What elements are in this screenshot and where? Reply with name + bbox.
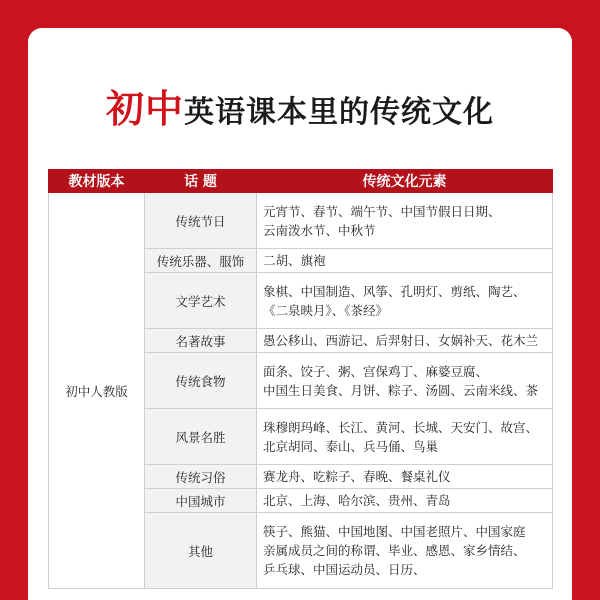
elements-cell [257,353,553,409]
elements-line: 赛龙舟、吃粽子、春晚、餐桌礼仪 [263,469,451,484]
elements-line: 象棋、中国制造、风筝、孔明灯、剪纸、陶艺、 [263,283,526,299]
elements-cell [257,465,553,489]
topic-cell: 其他 [145,513,257,589]
elements-line: 元宵节、春节、端午节、中国节假日日期、 [263,203,501,219]
table-row [49,193,553,249]
elements-line: 《二泉映月》、《茶经》 [263,302,389,318]
elements-line: 愚公移山、西游记、后羿射日、女娲补天、花木兰 [263,333,539,348]
elements-line: 亲属成员之间的称谓、毕业、感恩、家乡情结、 [263,543,526,558]
topic-cell: 文学艺术 [145,273,257,329]
content-card [28,28,572,600]
elements-cell [257,409,553,465]
topic-cell: 名著故事 [145,329,257,353]
elements-line: 珠穆朗玛峰、长江、黄河、长城、天安门、故宫、 [263,419,539,435]
page-title [28,78,572,133]
elements-line: 北京胡同、泰山、兵马俑、鸟巢 [263,438,439,454]
elements-cell [257,489,553,513]
header-elements: 传统文化元素 [257,170,553,193]
table-header-row [49,170,553,193]
edition-cell: 初中人教版 [49,193,145,589]
elements-line: 北京、上海、哈尔滨、贵州、青岛 [263,493,451,508]
elements-cell [257,329,553,353]
topic-cell: 中国城市 [145,489,257,513]
elements-cell [257,513,553,589]
topic-cell: 风景名胜 [145,409,257,465]
title-highlight: 初中 [105,87,184,131]
elements-line: 云南泼水节、中秋节 [263,222,376,238]
elements-cell [257,273,553,329]
header-topic: 话 题 [145,170,257,193]
elements-cell [257,193,553,249]
elements-line: 筷子、熊猫、中国地图、中国老照片、中国家庭 [263,524,526,539]
elements-line: 面条、饺子、粥、宫保鸡丁、麻婆豆腐、 [263,363,489,379]
title-rest: 英语课本里的传统文化 [184,95,494,130]
elements-line: 中国生日美食、月饼、粽子、汤圆、云南米线、茶 [263,382,539,398]
header-edition: 教材版本 [49,170,145,193]
topic-cell: 传统乐器、服饰 [145,249,257,273]
topic-cell: 传统节日 [145,193,257,249]
table-body [49,193,553,589]
elements-cell [257,249,553,273]
elements-line: 乒乓球、中国运动员、日历、 [263,562,426,577]
elements-line: 二胡、旗袍 [263,253,326,268]
topic-cell: 传统食物 [145,353,257,409]
culture-table [48,169,553,589]
topic-cell: 传统习俗 [145,465,257,489]
